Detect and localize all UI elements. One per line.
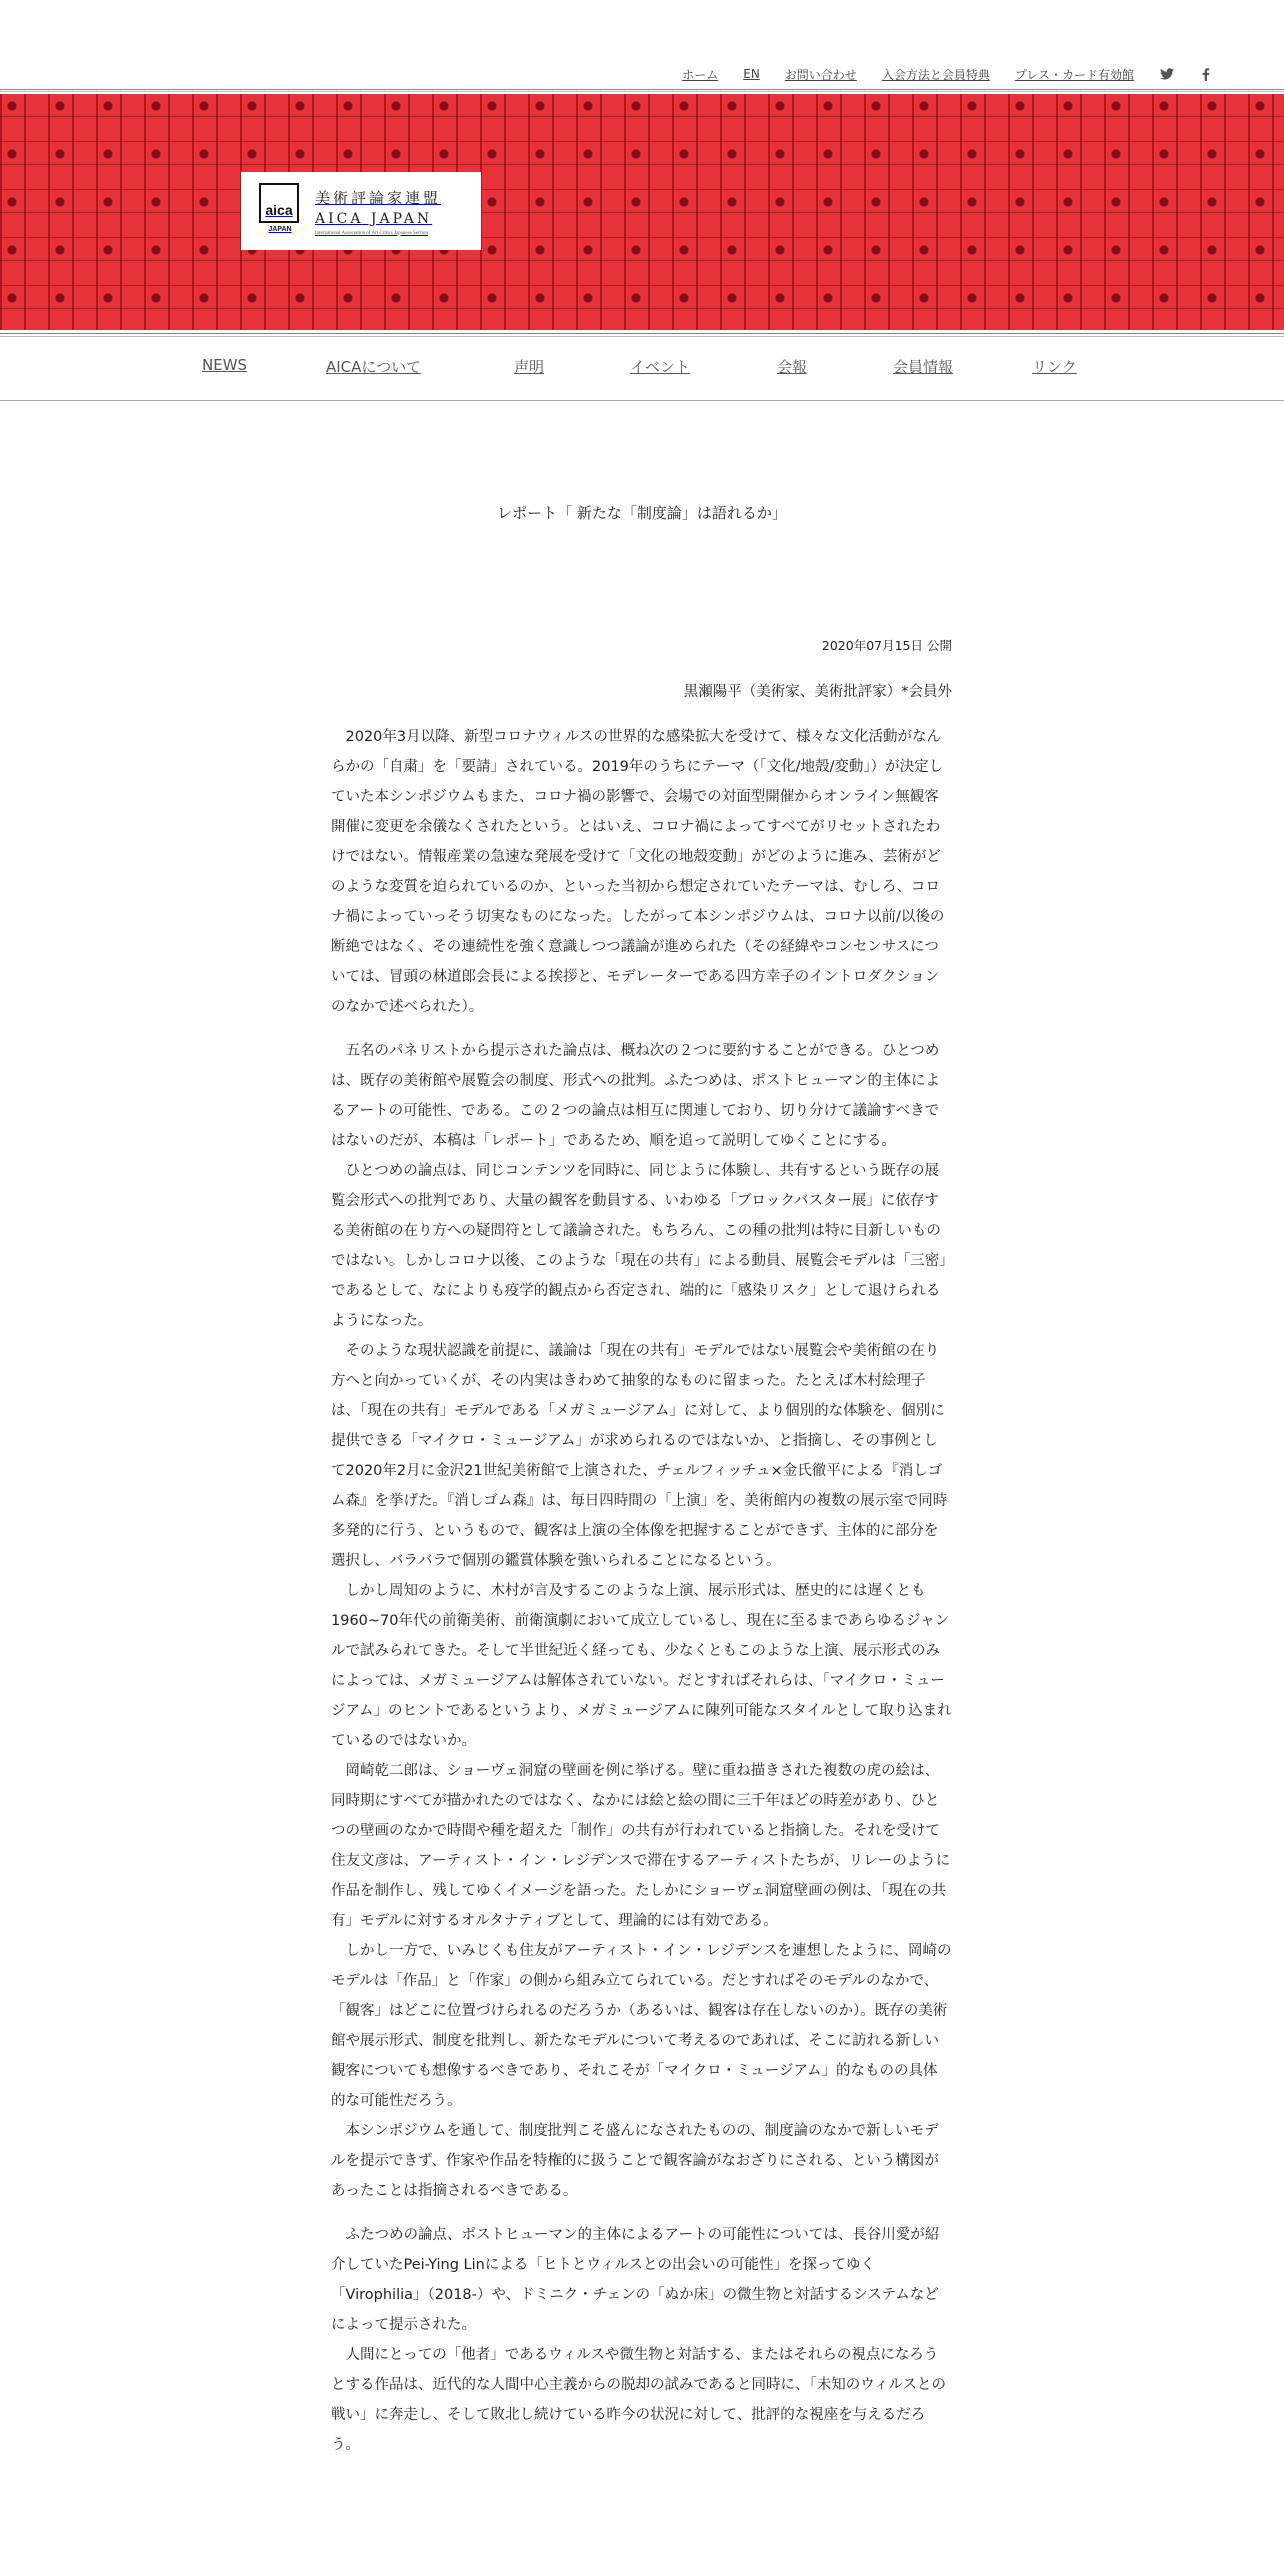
article-paragraph: ひとつめの論点は、同じコンテンツを同時に、同じように体験し、共有するという既存の展覧会形式への批判であり、大量の観客を動員する、いわゆる「ブロックバスター展」に依存する美術館の在り方への疑問符として議論された。もちろん、この種の批判は特に目新しいものではない。しかしコロナ以後、このような「現在の共有」による動員、展覧会モデルは「三密」であるとして、なによりも疫学的観点から否定され、端的に「感染リスク」として退けられるようになった。 [331, 1163, 947, 1329]
topnav-contact-link[interactable]: お問い合わせ [784, 67, 857, 82]
article-paragraph: しかし周知のように、木村が言及するこのような上演、展示形式は、歴史的には遅くとも1960~70年代の前衛美術、前衛演劇において成立しているし、現在に至るまであらゆるジャンルで試みられてきた。そして半世紀近く経っても、少なくともこのような上演、展示形式のみによっては、メガミュージアムは解体されていない。だとすればそれらは、「マイクロ・ミュージアム」のヒントであるというより、メガミュージアムに陳列可能なスタイルとして取り込まれているのではないか。 [331, 1583, 952, 1749]
article-paragraph: 五名のパネリストから提示された論点は、概ね次の２つに要約することができる。ひとつめは、既存の美術館や展覧会の制度、形式への批判。ふたつめは、ポストヒューマン的主体によるアートの可能性、である。この２つの論点は相互に関連しており、切り分けて議論すべきではないのだが、本稿は「レポート」であるため、順を追って説明してゆくことにする。 [331, 1043, 940, 1149]
author-byline: 黒瀬陽平（美術家、美術批評家）*会員外 [683, 684, 952, 700]
facebook-icon[interactable] [1202, 68, 1218, 81]
nav-bulletin[interactable]: 会報 [777, 358, 808, 376]
page-title: レポート「 新たな「制度論」は語れるか」 [497, 504, 787, 522]
article-paragraph: そのような現状認識を前提に、議論は「現在の共有」モデルではない展覧会や美術館の在り方へと向かっていくが、その内実はきわめて抽象的なものに留まった。たとえば木村絵理子は、「現在の共有」モデルである「メガミュージアム」に対して、より個別的な体験を、個別に提供できる「マイクロ・ミュージアム」が求められるのではないか、と指摘し、その事例として2020年2月に金沢21世紀美術館で上演された、チェルフィッチュ×金氏徹平による『消しゴム森』を挙げた。『消しゴム森』は、毎日四時間の「上演」を、美術館内の複数の展示室で同時多発的に行う、というもので、観客は上演の全体像を把握することができず、主体的に部分を選択し、バラバラで個別の鑑賞体験を強いられることになるという。 [331, 1343, 948, 1569]
banner-rule [0, 333, 1284, 334]
article-paragraph: 本シンポジウムを通して、制度批判こそ盛んになされたものの、制度論のなかで新しいモデルを提示できず、作家や作品を特権的に扱うことで観客論がなおざりにされる、という構図があったことは指摘されるべきである。 [331, 2123, 939, 2199]
nav-rule [0, 400, 1284, 401]
header-rule [0, 89, 1284, 90]
nav-links[interactable]: リンク [1032, 358, 1077, 376]
main-nav [0, 356, 1284, 380]
nav-member-info[interactable]: 会員情報 [893, 358, 954, 376]
article-paragraph: しかし一方で、いみじくも住友がアーティスト・イン・レジデンスを連想したように、岡崎のモデルは「作品」と「作家」の側から組み立てられている。だとすればそのモデルのなかで、「観客」はどこに位置づけられるのだろうか（あるいは、観客は存在しないのか）。既存の美術館や展示形式、制度を批判し、新たなモデルについて考えるのであれば、そこに訪れる新しい観客についても想像するべきであり、それこそが「マイクロ・ミュージアム」的なものの具体的な可能性だろう。 [331, 1943, 952, 2109]
publish-date: 2020年07月15日 公開 [821, 638, 952, 653]
nav-news[interactable]: NEWS [202, 356, 248, 374]
logo-subtitle: International Association of Art Critics Japanese Section [315, 230, 429, 236]
topnav-membership-link[interactable]: 入会方法と会員特典 [881, 67, 990, 82]
logo-title-en: AICA JAPAN [315, 210, 433, 227]
twitter-icon[interactable] [1160, 68, 1176, 80]
topnav-en-link[interactable]: EN [743, 67, 760, 81]
article-paragraph: 2020年3月以降、新型コロナウィルスの世界的な感染拡大を受けて、様々な文化活動がなんらかの「自粛」を「要請」されている。2019年のうちにテーマ（「文化/地殻/変動」）が決定していた本シンポジウムもまた、コロナ禍の影響で、会場での対面型開催からオンライン無観客開催に変更を余儀なくされたという。とはいえ、コロナ禍によってすべてがリセットされたわけではない。情報産業の急速な発展を受けて「文化の地殻変動」がどのように進み、芸術がどのような変質を迫られているのか、といった当初から想定されていたテーマは、むしろ、コロナ禍によっていっそう切実なものになった。したがって本シンポジウムは、コロナ以前/以後の断絶ではなく、その連続性を強く意識しつつ議論が進められた（その経緯やコンセンサスについては、冒頭の林道郎会長による挨拶と、モデレーターである四方幸子のイントロダクションのなかで述べられた）。 [331, 729, 945, 1015]
logo-text [315, 187, 441, 236]
header-banner [0, 94, 1284, 330]
logo-title-jp: 美術評論家連盟 [315, 188, 442, 207]
top-utility-nav [657, 64, 1218, 84]
banner-rule-inner [0, 336, 1284, 337]
aica-logo-mark: aica JAPAN [259, 183, 301, 239]
topnav-presscard-link[interactable]: プレス・カード有効館 [1014, 67, 1134, 82]
nav-about[interactable]: AICAについて [326, 358, 422, 376]
header-rule-inner [0, 91, 1284, 92]
article-body [331, 722, 952, 2460]
site-logo[interactable] [241, 172, 481, 250]
article-paragraph: 人間にとっての「他者」であるウィルスや微生物と対話する、またはそれらの視点になろうとする作品は、近代的な人間中心主義からの脱却の試みであると同時に、「未知のウィルスとの戦い」に奔走し、そして敗北し続けている昨今の状況に対して、批評的な視座を与えるだろう。 [331, 2347, 946, 2453]
article-paragraph: 岡崎乾二郎は、ショーヴェ洞窟の壁画を例に挙げる。壁に重ね描きされた複数の虎の絵は、同時期にすべてが描かれたのではなく、なかには絵と絵の間に三千年ほどの時差があり、ひとつの壁画のなかで時間や種を超えた「制作」の共有が行われていると指摘した。それを受けて住友文彦は、アーティスト・イン・レジデンスで滞在するアーティストたちが、リレーのように作品を制作し、残してゆくイメージを語った。たしかにショーヴェ洞窟壁画の例は、「現在の共有」モデルに対するオルタナティブとして、理論的には有効である。 [331, 1763, 951, 1929]
topnav-home-link[interactable]: ホーム [682, 67, 719, 82]
nav-statements[interactable]: 声明 [514, 358, 545, 376]
nav-events[interactable]: イベント [630, 358, 691, 376]
article-paragraph: ふたつめの論点、ポストヒューマン的主体によるアートの可能性については、長谷川愛が紹介していたPei-Ying Linによる「ヒトとウィルスとの出会いの可能性」を探ってゆく「Virophilia」（2018-）や、ドミニク・チェンの「ぬか床」の微生物と対話するシステムなどによって提示された。 [331, 2227, 940, 2333]
